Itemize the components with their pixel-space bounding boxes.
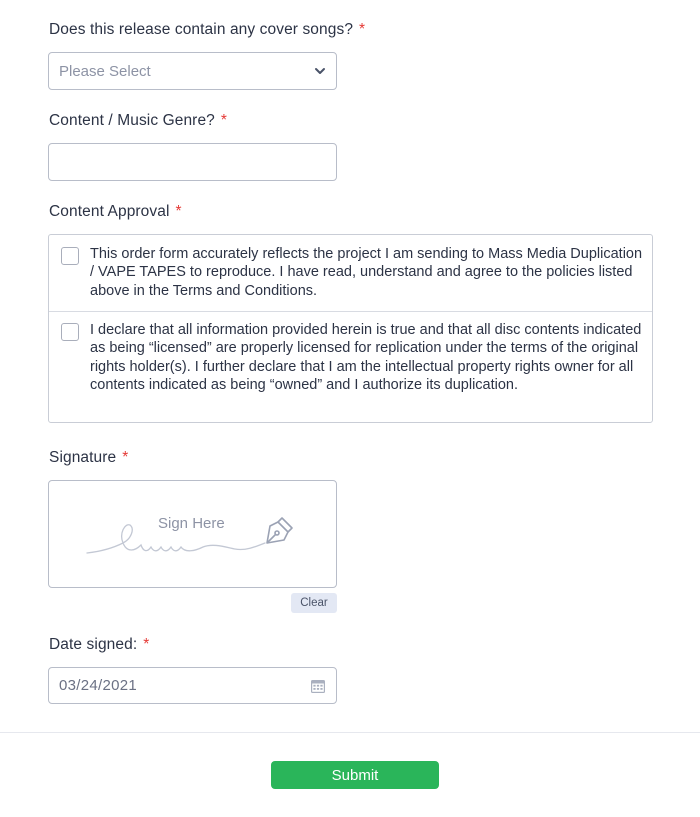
signature-label-text: Signature bbox=[49, 449, 117, 466]
date-signed-value: 03/24/2021 bbox=[59, 677, 138, 694]
required-mark: * bbox=[122, 449, 129, 466]
required-mark: * bbox=[175, 203, 182, 220]
approval-label bbox=[49, 203, 182, 221]
cover-songs-placeholder: Please Select bbox=[59, 62, 151, 80]
approval-item-text: This order form accurately reflects the project I am sending to Mass Media Duplication / VAPE TAPES to reproduce. I have read, understand and agree to the policies listed above in the Terms and Conditions. bbox=[90, 246, 643, 299]
genre-input[interactable] bbox=[48, 143, 337, 181]
required-mark: * bbox=[359, 21, 366, 38]
chevron-down-icon bbox=[314, 65, 326, 77]
date-signed-input[interactable] bbox=[48, 667, 337, 704]
date-signed-label-text: Date signed: bbox=[49, 636, 138, 653]
approval-item-text: I declare that all information provided herein is true and that all disc contents indicated as being “licensed” are properly licensed for replication under the terms of the original rights holder(s). I further declare that I am the intellectual property rights owner for all contents indicated as being “owned” and I authorize its duplication. bbox=[90, 322, 642, 393]
date-signed-label bbox=[49, 636, 149, 654]
clear-signature-button[interactable]: Clear bbox=[291, 593, 337, 613]
signature-placeholder: Sign Here bbox=[158, 515, 225, 532]
genre-label bbox=[49, 112, 227, 130]
cover-songs-select[interactable] bbox=[48, 52, 337, 90]
required-mark: * bbox=[143, 636, 150, 653]
approval-item-declaration[interactable] bbox=[49, 312, 652, 422]
genre-label-text: Content / Music Genre? bbox=[49, 112, 215, 129]
calendar-icon[interactable] bbox=[310, 678, 326, 694]
approval-label-text: Content Approval bbox=[49, 203, 170, 220]
signature-label bbox=[49, 449, 128, 467]
form-divider bbox=[0, 732, 700, 733]
cover-songs-label bbox=[49, 21, 365, 39]
pen-nib-icon bbox=[264, 514, 296, 546]
approval-item-order-form[interactable] bbox=[49, 235, 652, 312]
approval-checkbox[interactable] bbox=[61, 247, 79, 265]
required-mark: * bbox=[220, 112, 228, 129]
approval-checkbox[interactable] bbox=[61, 323, 79, 341]
approval-checkbox-group bbox=[48, 234, 653, 423]
signature-pad[interactable] bbox=[48, 480, 337, 588]
submit-button[interactable]: Submit bbox=[271, 761, 439, 789]
cover-songs-label-text: Does this release contain any cover songs? bbox=[49, 21, 354, 38]
